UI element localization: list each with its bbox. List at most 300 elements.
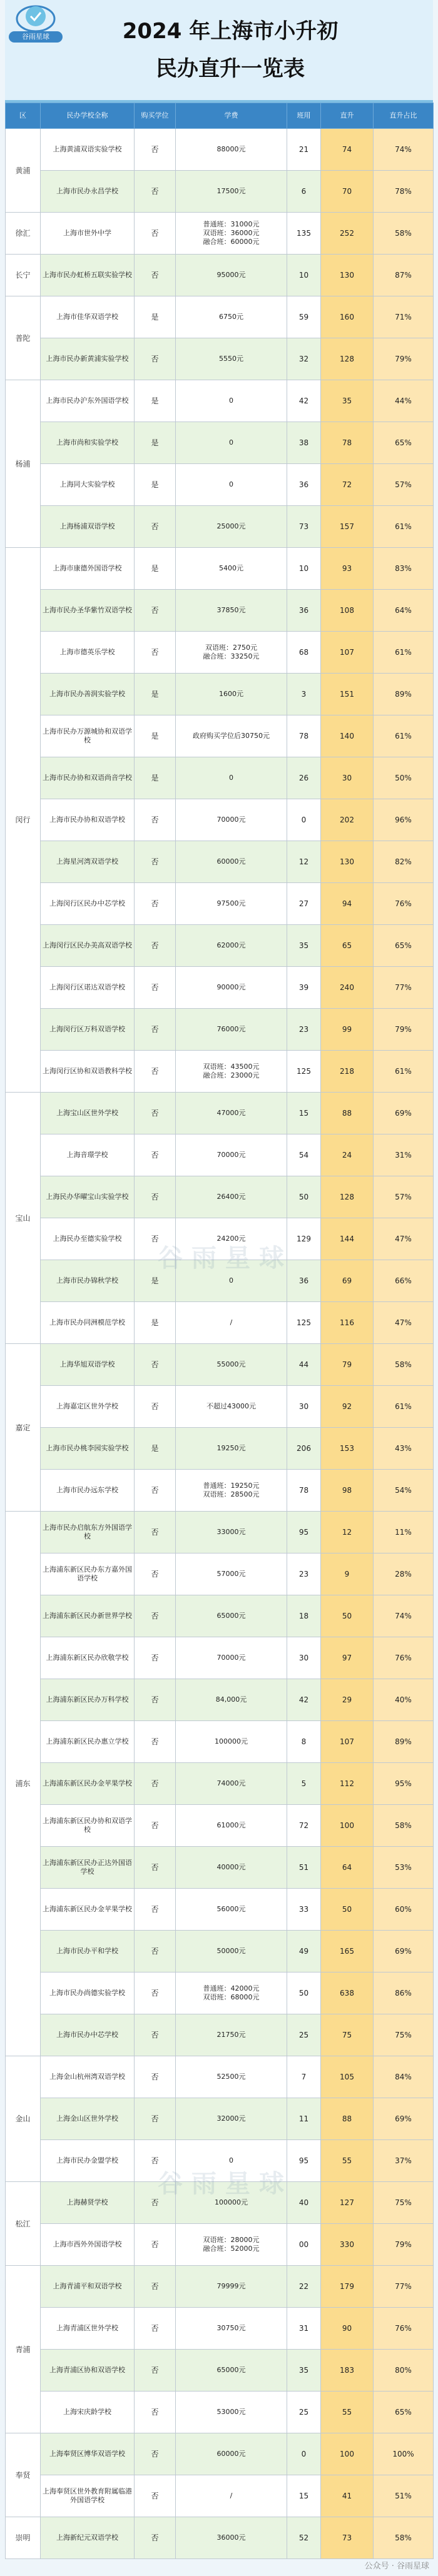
table-row — [6, 1260, 434, 1302]
class-count-cell: 95 — [287, 1512, 321, 1553]
buy-seat-cell: 是 — [135, 715, 176, 757]
buy-seat-cell: 否 — [135, 1176, 176, 1218]
direct-rate-cell: 75% — [374, 2014, 434, 2056]
direct-rate-cell: 96% — [374, 799, 434, 841]
buy-seat-cell: 否 — [135, 1553, 176, 1595]
fee-cell: 50000元 — [176, 1931, 287, 1972]
direct-rate-cell: 57% — [374, 1176, 434, 1218]
direct-rate-cell: 84% — [374, 2056, 434, 2098]
buy-seat-cell: 是 — [135, 548, 176, 590]
buy-seat-cell: 是 — [135, 1302, 176, 1344]
school-name-cell: 上海市民办远东学校 — [41, 1470, 135, 1512]
direct-count-cell: 116 — [321, 1302, 374, 1344]
header-class-count: 班用 — [287, 103, 321, 129]
direct-count-cell: 69 — [321, 1260, 374, 1302]
school-name-cell: 上海市民办金盟学校 — [41, 2140, 135, 2182]
fee-cell: 97500元 — [176, 883, 287, 925]
school-name-cell: 上海闵行区协和双语教科学校 — [41, 1051, 135, 1093]
fee-cell: 53000元 — [176, 2392, 287, 2433]
table-row — [6, 1302, 434, 1344]
class-count-cell: 42 — [287, 380, 321, 422]
direct-rate-cell: 74% — [374, 129, 434, 171]
direct-rate-cell: 40% — [374, 1679, 434, 1721]
direct-rate-cell: 43% — [374, 1428, 434, 1470]
fee-cell: 普通班：31000元 双语班：36000元 融合班：60000元 — [176, 213, 287, 255]
table-row — [6, 1931, 434, 1972]
direct-rate-cell: 31% — [374, 1134, 434, 1176]
direct-rate-cell: 58% — [374, 1805, 434, 1847]
table-row — [6, 338, 434, 380]
direct-rate-cell: 11% — [374, 1512, 434, 1553]
table-row — [6, 464, 434, 506]
direct-count-cell: 35 — [321, 380, 374, 422]
table-row — [6, 2182, 434, 2224]
direct-rate-cell: 75% — [374, 2182, 434, 2224]
fee-cell: 55000元 — [176, 1344, 287, 1386]
fee-cell: 74000元 — [176, 1763, 287, 1805]
direct-rate-cell: 69% — [374, 1931, 434, 1972]
buy-seat-cell: 否 — [135, 1931, 176, 1972]
class-count-cell: 206 — [287, 1428, 321, 1470]
direct-rate-cell: 64% — [374, 590, 434, 632]
school-name-cell: 上海市佳华双语学校 — [41, 296, 135, 338]
fee-cell: 25000元 — [176, 506, 287, 548]
table-row — [6, 129, 434, 171]
district-cell: 青浦 — [6, 2266, 41, 2433]
table-row — [6, 799, 434, 841]
buy-seat-cell: 是 — [135, 757, 176, 799]
fee-cell: 60000元 — [176, 841, 287, 883]
school-name-cell: 上海宝山区世外学校 — [41, 1093, 135, 1134]
buy-seat-cell: 否 — [135, 632, 176, 674]
table-row — [6, 2392, 434, 2433]
direct-count-cell: 97 — [321, 1637, 374, 1679]
buy-seat-cell: 否 — [135, 1679, 176, 1721]
direct-count-cell: 127 — [321, 2182, 374, 2224]
direct-count-cell: 30 — [321, 757, 374, 799]
direct-count-cell: 130 — [321, 255, 374, 296]
direct-rate-cell: 28% — [374, 1553, 434, 1595]
class-count-cell: 50 — [287, 1972, 321, 2014]
table-row — [6, 841, 434, 883]
district-cell: 普陀 — [6, 296, 41, 380]
table-row — [6, 715, 434, 757]
header-fee: 学费 — [176, 103, 287, 129]
buy-seat-cell: 是 — [135, 674, 176, 715]
direct-rate-cell: 65% — [374, 2392, 434, 2433]
direct-rate-cell: 58% — [374, 213, 434, 255]
school-name-cell: 上海市民办锦秋学校 — [41, 1260, 135, 1302]
class-count-cell: 30 — [287, 1637, 321, 1679]
direct-count-cell: 100 — [321, 1805, 374, 1847]
class-count-cell: 50 — [287, 1176, 321, 1218]
direct-count-cell: 153 — [321, 1428, 374, 1470]
fee-cell: 52500元 — [176, 2056, 287, 2098]
buy-seat-cell: 是 — [135, 1260, 176, 1302]
table-row — [6, 2266, 434, 2308]
table-row — [6, 1595, 434, 1637]
direct-rate-cell: 77% — [374, 967, 434, 1009]
district-cell: 松江 — [6, 2182, 41, 2266]
buy-seat-cell: 否 — [135, 967, 176, 1009]
table-row — [6, 1721, 434, 1763]
table-row — [6, 967, 434, 1009]
header-school-name: 民办学校全称 — [41, 103, 135, 129]
buy-seat-cell: 否 — [135, 506, 176, 548]
school-name-cell: 上海民办至德实验学校 — [41, 1218, 135, 1260]
class-count-cell: 3 — [287, 674, 321, 715]
buy-seat-cell: 否 — [135, 255, 176, 296]
class-count-cell: 31 — [287, 2308, 321, 2350]
class-count-cell: 5 — [287, 1763, 321, 1805]
direct-rate-cell: 61% — [374, 506, 434, 548]
direct-count-cell: 112 — [321, 1763, 374, 1805]
buy-seat-cell: 否 — [135, 1512, 176, 1553]
class-count-cell: 49 — [287, 1931, 321, 1972]
fee-cell: 0 — [176, 1260, 287, 1302]
class-count-cell: 26 — [287, 757, 321, 799]
school-name-cell: 上海金山杭州湾双语学校 — [41, 2056, 135, 2098]
class-count-cell: 52 — [287, 2517, 321, 2559]
table-row — [6, 1972, 434, 2014]
fee-cell: 65000元 — [176, 1595, 287, 1637]
class-count-cell: 36 — [287, 464, 321, 506]
class-count-cell: 35 — [287, 925, 321, 967]
direct-count-cell: 140 — [321, 715, 374, 757]
school-name-cell: 上海市康德外国语学校 — [41, 548, 135, 590]
district-cell: 崇明 — [6, 2517, 41, 2559]
class-count-cell: 10 — [287, 548, 321, 590]
table-row — [6, 380, 434, 422]
direct-count-cell: 70 — [321, 171, 374, 213]
direct-count-cell: 88 — [321, 2098, 374, 2140]
district-cell: 杨浦 — [6, 380, 41, 548]
school-name-cell: 上海金山区世外学校 — [41, 2098, 135, 2140]
fee-cell: 普通班：42000元 双语班：68000元 — [176, 1972, 287, 2014]
direct-count-cell: 55 — [321, 2140, 374, 2182]
class-count-cell: 68 — [287, 632, 321, 674]
table-row — [6, 255, 434, 296]
fee-cell: 76000元 — [176, 1009, 287, 1051]
fee-cell: 61000元 — [176, 1805, 287, 1847]
school-name-cell: 上海市民办圣华紫竹双语学校 — [41, 590, 135, 632]
table-row — [6, 757, 434, 799]
class-count-cell: 22 — [287, 2266, 321, 2308]
buy-seat-cell: 否 — [135, 2014, 176, 2056]
class-count-cell: 21 — [287, 129, 321, 171]
school-name-cell: 上海市德英乐学校 — [41, 632, 135, 674]
table-row — [6, 1093, 434, 1134]
fee-cell: 79999元 — [176, 2266, 287, 2308]
class-count-cell: 23 — [287, 1553, 321, 1595]
school-name-cell: 上海新纪元双语学校 — [41, 2517, 135, 2559]
table-row — [6, 2224, 434, 2266]
direct-rate-cell: 47% — [374, 1218, 434, 1260]
buy-seat-cell: 否 — [135, 171, 176, 213]
district-cell: 长宁 — [6, 255, 41, 296]
class-count-cell: 59 — [287, 296, 321, 338]
buy-seat-cell: 否 — [135, 1889, 176, 1931]
direct-rate-cell: 95% — [374, 1763, 434, 1805]
direct-count-cell: 107 — [321, 1721, 374, 1763]
buy-seat-cell: 否 — [135, 799, 176, 841]
direct-count-cell: 100 — [321, 2433, 374, 2475]
class-count-cell: 27 — [287, 883, 321, 925]
class-count-cell: 11 — [287, 2098, 321, 2140]
fee-cell: 双语班：43500元 融合班：23000元 — [176, 1051, 287, 1093]
school-name-cell: 上海民办华曜宝山实验学校 — [41, 1176, 135, 1218]
district-cell: 奉贤 — [6, 2433, 41, 2517]
direct-count-cell: 151 — [321, 674, 374, 715]
class-count-cell: 15 — [287, 2475, 321, 2517]
table-row — [6, 1218, 434, 1260]
direct-rate-cell: 61% — [374, 632, 434, 674]
class-count-cell: 36 — [287, 590, 321, 632]
school-name-cell: 上海市民办尚德实验学校 — [41, 1972, 135, 2014]
fee-cell: 政府购买学位后30750元 — [176, 715, 287, 757]
direct-rate-cell: 76% — [374, 2308, 434, 2350]
direct-rate-cell: 78% — [374, 171, 434, 213]
direct-rate-cell: 61% — [374, 1386, 434, 1428]
direct-rate-cell: 50% — [374, 757, 434, 799]
table-row — [6, 1512, 434, 1553]
fee-cell: 30750元 — [176, 2308, 287, 2350]
table-row — [6, 1344, 434, 1386]
direct-count-cell: 105 — [321, 2056, 374, 2098]
table-row — [6, 1637, 434, 1679]
district-cell: 黄浦 — [6, 129, 41, 213]
direct-count-cell: 50 — [321, 1889, 374, 1931]
direct-count-cell: 55 — [321, 2392, 374, 2433]
class-count-cell: 15 — [287, 1093, 321, 1134]
class-count-cell: 23 — [287, 1009, 321, 1051]
buy-seat-cell: 否 — [135, 1218, 176, 1260]
direct-count-cell: 179 — [321, 2266, 374, 2308]
table-row — [6, 296, 434, 338]
table-row — [6, 1428, 434, 1470]
school-name-cell: 上海市民办中芯学校 — [41, 2014, 135, 2056]
direct-rate-cell: 47% — [374, 1302, 434, 1344]
header-direct-rate: 直升占比 — [374, 103, 434, 129]
class-count-cell: 18 — [287, 1595, 321, 1637]
direct-rate-cell: 87% — [374, 255, 434, 296]
fee-cell: 双语班：2750元 融合班：33250元 — [176, 632, 287, 674]
class-count-cell: 73 — [287, 506, 321, 548]
header-district: 区 — [6, 103, 41, 129]
class-count-cell: 78 — [287, 715, 321, 757]
direct-count-cell: 74 — [321, 129, 374, 171]
direct-count-cell: 73 — [321, 2517, 374, 2559]
buy-seat-cell: 否 — [135, 2140, 176, 2182]
direct-count-cell: 144 — [321, 1218, 374, 1260]
direct-count-cell: 240 — [321, 967, 374, 1009]
table-row — [6, 632, 434, 674]
direct-rate-cell: 54% — [374, 1470, 434, 1512]
direct-rate-cell: 86% — [374, 1972, 434, 2014]
buy-seat-cell: 否 — [135, 2392, 176, 2433]
fee-cell: 0 — [176, 380, 287, 422]
buy-seat-cell: 是 — [135, 464, 176, 506]
direct-count-cell: 330 — [321, 2224, 374, 2266]
direct-rate-cell: 60% — [374, 1889, 434, 1931]
fee-cell: 5400元 — [176, 548, 287, 590]
direct-rate-cell: 69% — [374, 1093, 434, 1134]
fee-cell: 19250元 — [176, 1428, 287, 1470]
direct-count-cell: 78 — [321, 422, 374, 464]
buy-seat-cell: 否 — [135, 1344, 176, 1386]
fee-cell: 70000元 — [176, 1637, 287, 1679]
table-row — [6, 1134, 434, 1176]
direct-rate-cell: 79% — [374, 1009, 434, 1051]
fee-cell: 100000元 — [176, 2182, 287, 2224]
school-name-cell: 上海闵行区诺达双语学校 — [41, 967, 135, 1009]
district-cell: 金山 — [6, 2056, 41, 2182]
direct-count-cell: 128 — [321, 1176, 374, 1218]
table-row — [6, 674, 434, 715]
buy-seat-cell: 否 — [135, 2098, 176, 2140]
fee-cell: 33000元 — [176, 1512, 287, 1553]
school-name-cell: 上海市民办新黄浦实验学校 — [41, 338, 135, 380]
direct-rate-cell: 82% — [374, 841, 434, 883]
fee-cell: 5550元 — [176, 338, 287, 380]
buy-seat-cell: 否 — [135, 1805, 176, 1847]
school-name-cell: 上海闵行区万科双语学校 — [41, 1009, 135, 1051]
school-name-cell: 上海同大实验学校 — [41, 464, 135, 506]
table-row — [6, 1763, 434, 1805]
table-row — [6, 2014, 434, 2056]
school-name-cell: 上海市民办启航东方外国语学校 — [41, 1512, 135, 1553]
direct-rate-cell: 58% — [374, 2517, 434, 2559]
school-name-cell: 上海闵行区民办美高双语学校 — [41, 925, 135, 967]
school-name-cell: 上海黄浦双语实验学校 — [41, 129, 135, 171]
school-name-cell: 上海市民办善润实验学校 — [41, 674, 135, 715]
direct-rate-cell: 74% — [374, 1595, 434, 1637]
fee-cell: 不超过43000元 — [176, 1386, 287, 1428]
school-name-cell: 上海浦东新区民办正达外国语学校 — [41, 1847, 135, 1889]
direct-count-cell: 24 — [321, 1134, 374, 1176]
fee-cell: 57000元 — [176, 1553, 287, 1595]
table-row — [6, 548, 434, 590]
header-direct: 直升 — [321, 103, 374, 129]
logo-label: 谷雨星球 — [9, 31, 63, 43]
buy-seat-cell: 否 — [135, 590, 176, 632]
table-row — [6, 1805, 434, 1847]
school-name-cell: 上海浦东新区民办东方嘉外国语学校 — [41, 1553, 135, 1595]
direct-count-cell: 130 — [321, 841, 374, 883]
school-name-cell: 上海市民办万源城协和双语学校 — [41, 715, 135, 757]
school-name-cell: 上海市世外中学 — [41, 213, 135, 255]
direct-rate-cell: 89% — [374, 674, 434, 715]
fee-cell: 26400元 — [176, 1176, 287, 1218]
fee-cell: 37850元 — [176, 590, 287, 632]
direct-rate-cell: 79% — [374, 2224, 434, 2266]
table-row — [6, 2517, 434, 2559]
buy-seat-cell: 否 — [135, 1051, 176, 1093]
direct-rate-cell: 61% — [374, 1051, 434, 1093]
class-count-cell: 95 — [287, 2140, 321, 2182]
table-row — [6, 1009, 434, 1051]
direct-count-cell: 72 — [321, 464, 374, 506]
class-count-cell: 135 — [287, 213, 321, 255]
fee-cell: 21750元 — [176, 2014, 287, 2056]
school-name-cell: 上海闵行区民办中芯学校 — [41, 883, 135, 925]
header-buy-seat: 购买学位 — [135, 103, 176, 129]
fee-cell: 95000元 — [176, 255, 287, 296]
school-name-cell: 上海市西外外国语学校 — [41, 2224, 135, 2266]
school-name-cell: 上海星河湾双语学校 — [41, 841, 135, 883]
fee-cell: / — [176, 2475, 287, 2517]
class-count-cell: 32 — [287, 338, 321, 380]
school-name-cell: 上海市民办协和双语尚音学校 — [41, 757, 135, 799]
school-name-cell: 上海浦东新区民办金苹果学校 — [41, 1763, 135, 1805]
fee-cell: 60000元 — [176, 2433, 287, 2475]
direct-count-cell: 92 — [321, 1386, 374, 1428]
class-count-cell: 38 — [287, 422, 321, 464]
fee-cell: 1600元 — [176, 674, 287, 715]
table-row — [6, 1679, 434, 1721]
buy-seat-cell: 否 — [135, 1386, 176, 1428]
direct-count-cell: 75 — [321, 2014, 374, 2056]
table-row — [6, 1889, 434, 1931]
direct-rate-cell: 61% — [374, 715, 434, 757]
fee-cell: 70000元 — [176, 1134, 287, 1176]
class-count-cell: 40 — [287, 2182, 321, 2224]
buy-seat-cell: 否 — [135, 1093, 176, 1134]
district-cell: 闵行 — [6, 548, 41, 1093]
direct-count-cell: 157 — [321, 506, 374, 548]
table-row — [6, 422, 434, 464]
direct-rate-cell: 65% — [374, 925, 434, 967]
fee-cell: 36000元 — [176, 2517, 287, 2559]
direct-count-cell: 638 — [321, 1972, 374, 2014]
class-count-cell: 125 — [287, 1302, 321, 1344]
fee-cell: 40000元 — [176, 1847, 287, 1889]
direct-rate-cell: 37% — [374, 2140, 434, 2182]
class-count-cell: 125 — [287, 1051, 321, 1093]
direct-count-cell: 108 — [321, 590, 374, 632]
direct-count-cell: 202 — [321, 799, 374, 841]
direct-rate-cell: 79% — [374, 338, 434, 380]
buy-seat-cell: 否 — [135, 1595, 176, 1637]
direct-count-cell: 79 — [321, 1344, 374, 1386]
direct-count-cell: 64 — [321, 1847, 374, 1889]
fee-cell: 17500元 — [176, 171, 287, 213]
table-row — [6, 213, 434, 255]
class-count-cell: 0 — [287, 2433, 321, 2475]
direct-count-cell: 9 — [321, 1553, 374, 1595]
direct-count-cell: 183 — [321, 2350, 374, 2392]
buy-seat-cell: 否 — [135, 883, 176, 925]
direct-rate-cell: 53% — [374, 1847, 434, 1889]
school-name-cell: 上海青浦平和双语学校 — [41, 2266, 135, 2308]
buy-seat-cell: 否 — [135, 1470, 176, 1512]
class-count-cell: 44 — [287, 1344, 321, 1386]
direct-count-cell: 98 — [321, 1470, 374, 1512]
school-name-cell: 上海奉贤区世外教育附属临港外国语学校 — [41, 2475, 135, 2517]
direct-rate-cell: 76% — [374, 883, 434, 925]
fee-cell: 0 — [176, 2140, 287, 2182]
fee-cell: 双语班：28000元 融合班：52000元 — [176, 2224, 287, 2266]
school-name-cell: 上海音璟学校 — [41, 1134, 135, 1176]
class-count-cell: 33 — [287, 1889, 321, 1931]
table-row — [6, 2140, 434, 2182]
buy-seat-cell: 否 — [135, 1763, 176, 1805]
fee-cell: 90000元 — [176, 967, 287, 1009]
class-count-cell: 25 — [287, 2014, 321, 2056]
fee-cell: 6750元 — [176, 296, 287, 338]
school-name-cell: 上海市民办协和双语学校 — [41, 799, 135, 841]
school-name-cell: 上海市民办沪东外国语学校 — [41, 380, 135, 422]
